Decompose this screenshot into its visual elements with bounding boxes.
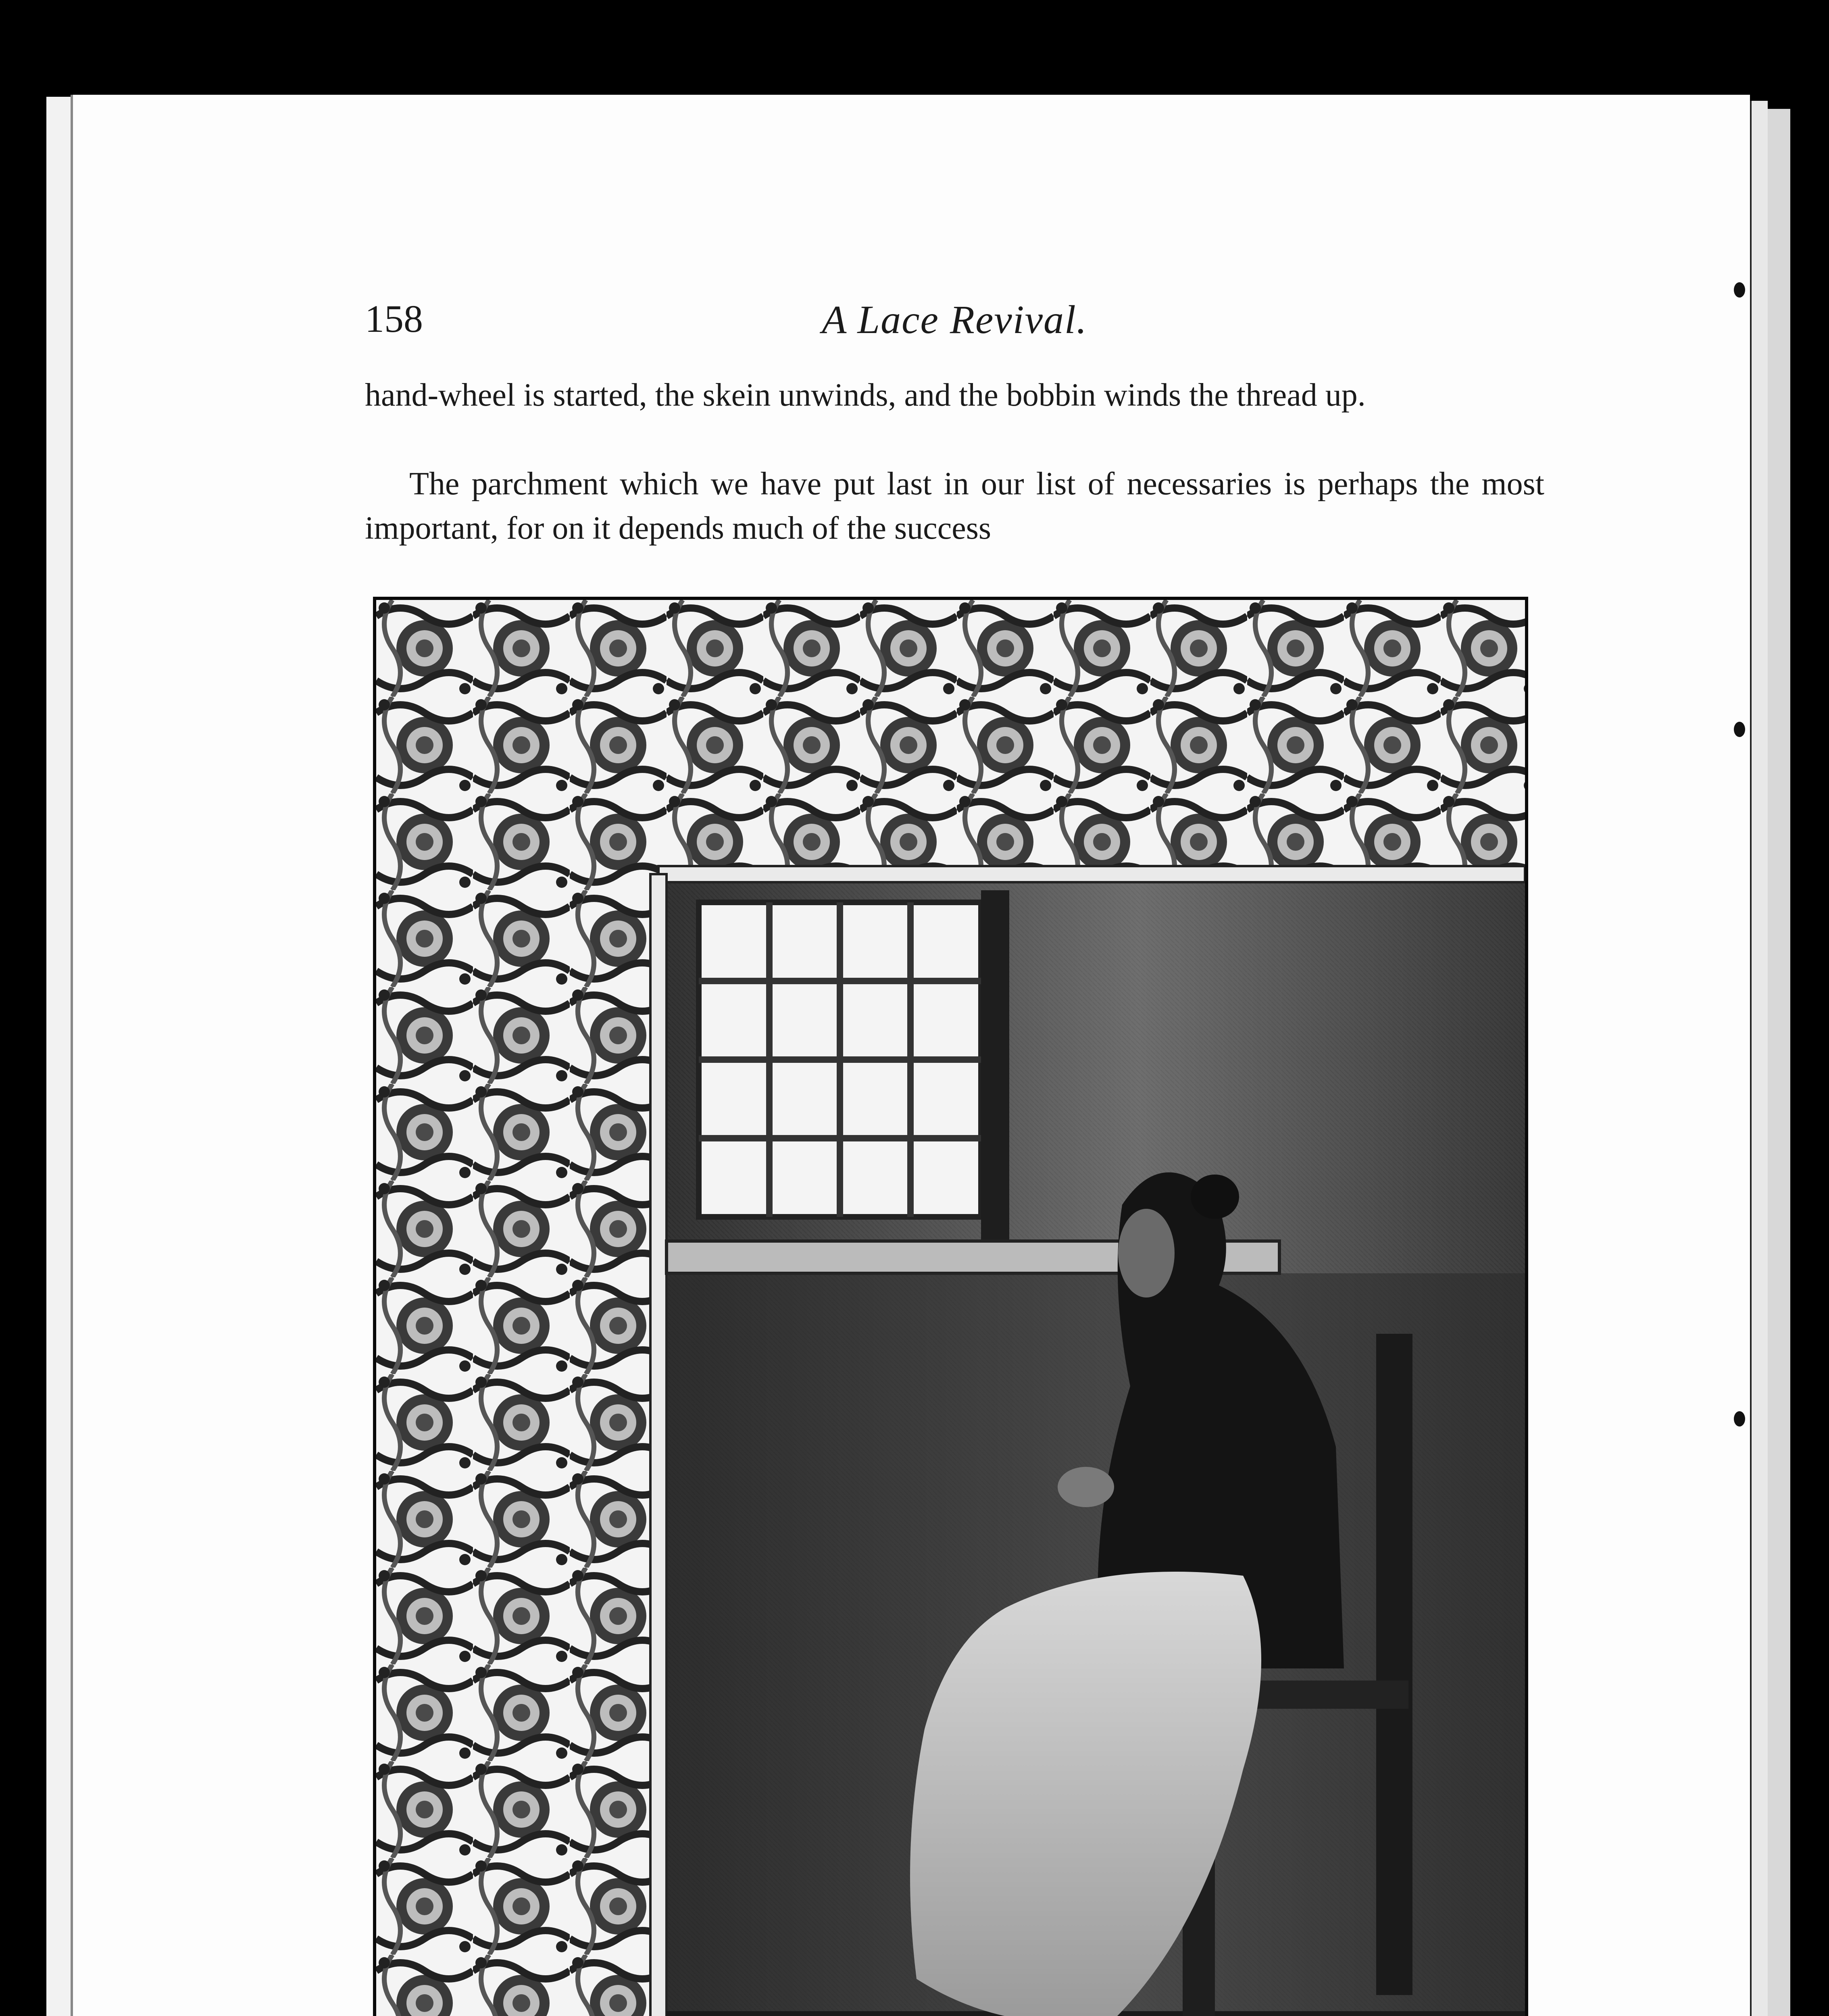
page-heading: A Lace Revival. xyxy=(822,297,1087,342)
binding-mark xyxy=(1734,722,1745,737)
paragraph xyxy=(365,373,1544,417)
paragraph xyxy=(365,462,1544,550)
lace-maker-illustration xyxy=(373,597,1528,2016)
running-head xyxy=(365,296,1544,345)
binding-mark xyxy=(1734,1411,1745,1427)
adjacent-page-strip xyxy=(1750,101,1768,2016)
paragraph-text: The parchment which we have put last in our list of necessaries is perhaps the most important, for on it depends much of the success xyxy=(365,466,1544,546)
engraving-image xyxy=(376,600,1525,2016)
paragraph-text: hand-wheel is started, the skein unwinds, and the bobbin winds the thread up. xyxy=(365,377,1366,413)
binding-mark xyxy=(1734,282,1745,298)
adjacent-page-edge xyxy=(1766,109,1790,2016)
page-number: 158 xyxy=(365,297,423,340)
